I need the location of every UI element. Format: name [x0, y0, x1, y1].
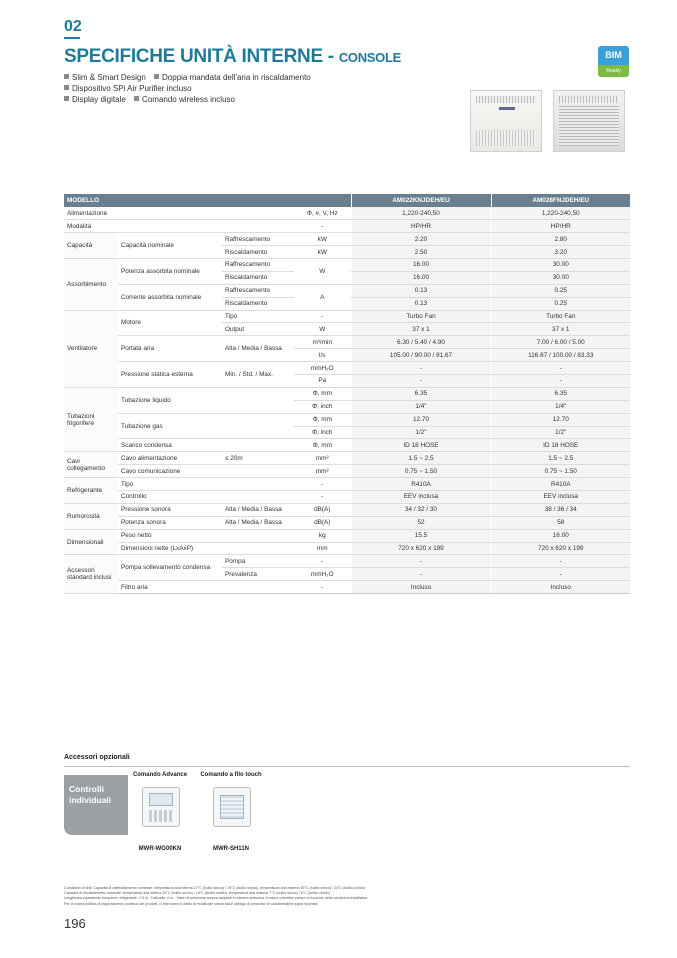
table-row: Alimentazione Φ, #, V, Hz 1,220-240,50 1,220-240,50	[64, 207, 630, 220]
table-row: Cavi collegamento Cavo alimentazione ≤ 20m mm² 1.5 ~ 2.5 1.5 ~ 2.5	[64, 452, 630, 465]
table-row: Riscaldamento 0.13 0.25	[64, 297, 630, 310]
table-row: l/s 105.00 / 90.00 / 81.67 116.67 / 100.00 / 83.33	[64, 349, 630, 362]
table-row: Ventilatore Motore Tipo - Turbo Fan Turbo Fan	[64, 310, 630, 323]
table-row: Riscaldamento kW 2.50 3.20	[64, 246, 630, 259]
table-row: Scarico condensa Φ, mm ID 18 HOSE ID 18 HOSE	[64, 439, 630, 452]
table-row: Refrigerante Tipo - R410A R410A	[64, 478, 630, 491]
bullet-square-icon	[154, 74, 159, 79]
accessories-title: Accessori opzionali	[64, 754, 130, 761]
table-row: Tubazioni frigorifere Tubazione liquido Φ, mm 6.35 6.35	[64, 387, 630, 400]
table-row: Rumorosità Pressione sonora Alta / Media / Bassa dB(A) 34 / 32 / 30 38 / 36 / 34	[64, 503, 630, 516]
table-row: Accessori standard inclusi Pompa sollevamento condensa Pompa - - -	[64, 555, 630, 568]
table-row: Corrente assorbita nominale Raffrescamento A 0.13 0.25	[64, 284, 630, 297]
table-row: Controllo - EEV inclusa EEV inclusa	[64, 490, 630, 503]
bim-badge-label: BIM	[605, 50, 622, 60]
chapter-underline	[64, 37, 80, 39]
table-row: Riscaldamento 16.00 30.00	[64, 271, 630, 284]
bim-ready-label: Ready	[598, 65, 629, 77]
table-row: Dimensioni nette (LxAxP) mm 720 x 620 x 199 720 x 620 x 199	[64, 542, 630, 555]
table-row: Pa - -	[64, 374, 630, 387]
feature-item: Slim & Smart Design	[64, 72, 146, 83]
accessory-label: Comando a filo touch	[200, 772, 262, 778]
header-model-a: AM022KNJDEH/EU	[351, 194, 491, 207]
footnotes: Condizioni di test: Capacità di raffreddamento nominale: temperatura aria interna 27°C (bulbo secco) / 19°C (bulbo umido), temperatura aria esterna 35°C (bulbo secco) / 24°C (bulbo umido) Capacità di riscaldamento nominale: temperatura aria interna 20°C (bulbo secco) / 15°C (bulbo umido), temperatura aria esterna 7°C (bulbo secco) / 6°C (bulbo umido) Lunghezza equivalente tubazione refrigerante: 7.5 m - Dislivello: 0 m - Valori di pressione sonora acquisiti in camera anecoica. Il valore potrebbe variare in funzione delle condizioni installative. Per la nostra politica di miglioramento continuo dei prodotti, ci riserviamo il diritto di modificare senza alcun obbligo di preavviso le caratteristiche sopra riportate.	[64, 886, 369, 906]
touch-controller-icon	[205, 785, 257, 829]
spec-table	[64, 194, 630, 594]
product-image-console-closed	[466, 88, 546, 156]
product-image-console-open	[549, 88, 629, 156]
feature-item: Comando wireless incluso	[134, 94, 235, 105]
page-title-main: SPECIFICHE UNITÀ INTERNE -	[64, 46, 339, 67]
accessory-label: Comando Advance	[132, 772, 188, 778]
table-row: Cavo comunicazione mm² 0.75 ~ 1.50 0.75 ~ 1.50	[64, 465, 630, 478]
accessory-model: MWR-WG00KN	[138, 846, 182, 852]
feature-item: Display digitale	[64, 94, 126, 105]
table-row: Filtro aria - Incluso Incluso	[64, 581, 630, 594]
table-row: Output W 37 x 1 37 x 1	[64, 323, 630, 336]
table-row: Modalità - HP/HR HP/HR	[64, 220, 630, 233]
chapter-number: 02	[64, 18, 82, 35]
page-title	[64, 46, 401, 68]
header-model: MODELLO	[64, 194, 351, 207]
feature-item: Dispositivo SPi Air Purifier incluso	[64, 83, 192, 94]
table-row: Φ, inch 1/4" 1/4"	[64, 400, 630, 413]
table-row: Pressione statica esterna Min. / Std. / Max. mmH₂O - -	[64, 362, 630, 375]
accessories-category: Controlli individuali	[64, 775, 128, 835]
bullet-square-icon	[64, 85, 69, 90]
page-number: 196	[64, 916, 86, 931]
bullet-square-icon	[134, 96, 139, 101]
table-row: Φ, inch 1/2" 1/2"	[64, 426, 630, 439]
table-row: Dimensionali Peso netto kg 15.5 16.00	[64, 529, 630, 542]
bim-ready-badge	[598, 46, 629, 77]
table-row: Potenza sonora Alta / Media / Bassa dB(A) 52 58	[64, 516, 630, 529]
page-title-sub: CONSOLE	[338, 50, 401, 65]
header-model-b: AM028FNJDEH/EU	[491, 194, 630, 207]
table-row: Prevalenza mmH₂O - -	[64, 568, 630, 581]
feature-list	[64, 72, 444, 105]
bullet-square-icon	[64, 74, 69, 79]
accessory-model: MWR-SH11N	[212, 846, 249, 852]
table-row: Tubazione gas Φ, mm 12.70 12.70	[64, 413, 630, 426]
table-row: Portata aria Alta / Media / Bassa m³/min 6.30 / 5.40 / 4.90 7.00 / 6.00 / 5.00	[64, 336, 630, 349]
table-row: Assorbimento Potenza assorbita nominale Raffrescamento W 16.00 30.00	[64, 258, 630, 271]
feature-item: Doppia mandata dell'aria in riscaldamento	[154, 72, 311, 83]
table-row: Capacità Capacità nominale Raffrescamento kW 2.20 2.80	[64, 233, 630, 246]
remote-controller-icon	[134, 785, 186, 829]
accessories-divider	[64, 766, 630, 767]
table-header-row	[64, 194, 630, 207]
bullet-square-icon	[64, 96, 69, 101]
